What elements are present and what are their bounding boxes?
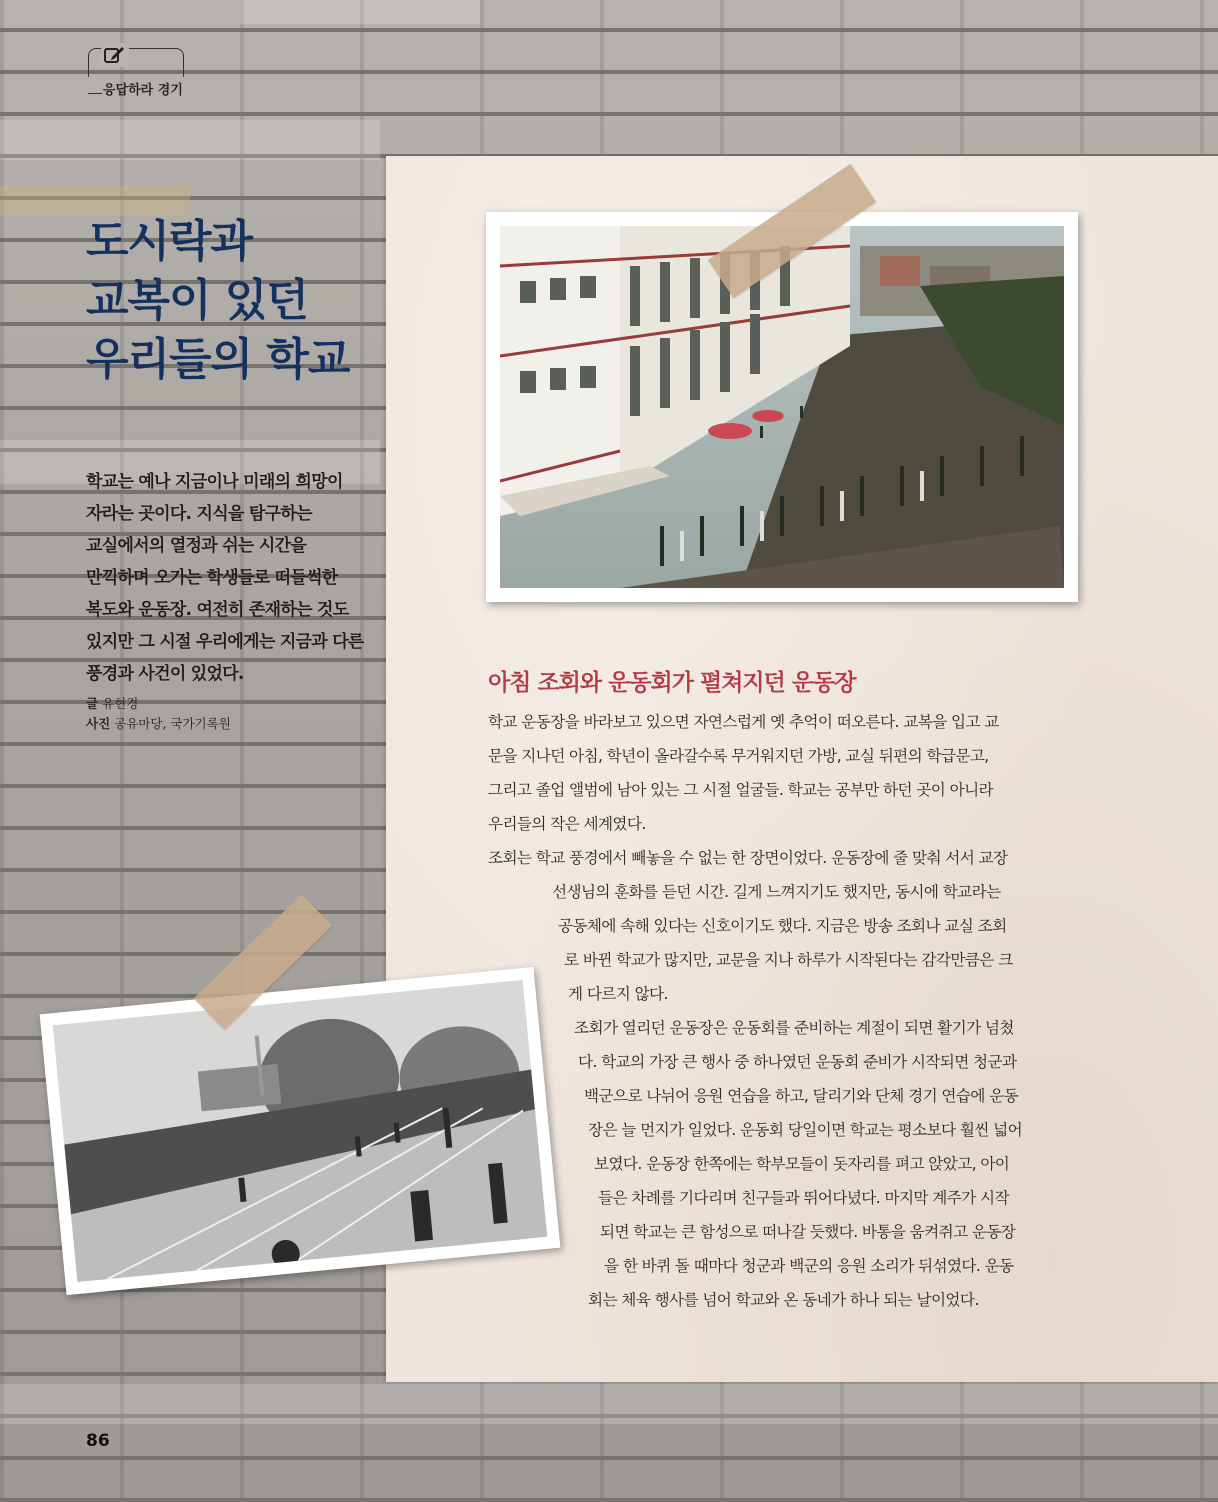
lead-line: 풍경과 사건이 있었다. [86, 664, 244, 684]
article-line: 백군으로 나뉘어 응원 연습을 하고, 달리기와 단체 경기 연습에 운동 [584, 1087, 1019, 1105]
school-assembly-photo [486, 212, 1078, 602]
lead-line: 있지만 그 시절 우리에게는 지금과 다른 [86, 632, 364, 652]
article-line: 을 한 바퀴 돌 때마다 청군과 백군의 응원 소리가 뒤섞였다. 운동 [604, 1257, 1014, 1275]
tag-baseline [88, 93, 102, 94]
writer-credit: 글 유현경 [86, 696, 139, 711]
photo-credit: 사진 공유마당, 국가기록원 [86, 716, 231, 731]
section-tag [88, 48, 184, 98]
lead-line: 학교는 예나 지금이나 미래의 희망이 [86, 472, 343, 492]
lead-line: 복도와 운동장. 여전히 존재하는 것도 [86, 600, 349, 620]
school-assembly-image [500, 226, 1064, 588]
article-line: 조회가 열리던 운동장은 운동회를 준비하는 계절이 되면 활기가 넘쳤 [574, 1019, 1014, 1037]
lead-line: 만끽하며 오가는 학생들로 떠들썩한 [86, 568, 338, 588]
lead-line: 자라는 곳이다. 지식을 탐구하는 [86, 504, 312, 524]
credits [86, 694, 231, 734]
page-number: 86 [86, 1431, 110, 1451]
title-line: 교복이 있던 [86, 275, 308, 326]
lead-paragraph [86, 466, 376, 690]
article-line: 선생님의 훈화를 듣던 시간. 길게 느껴지기도 했지만, 동시에 학교라는 [552, 883, 1001, 901]
article-line: 학교 운동장을 바라보고 있으면 자연스럽게 옛 추억이 떠오른다. 교복을 입고 교 [488, 713, 999, 731]
article-line: 문을 지나던 아침, 학년이 올라갈수록 무거워지던 가방, 교실 뒤편의 학급문고, [488, 747, 989, 765]
page-title [86, 212, 386, 389]
article-line: 되면 학교는 큰 함성으로 떠나갈 듯했다. 바통을 움켜쥐고 운동장 [600, 1223, 1016, 1241]
article-line: 공동체에 속해 있다는 신호이기도 했다. 지금은 방송 조회나 교실 조회 [558, 917, 1007, 935]
lead-line: 교실에서의 열정과 쉬는 시간을 [86, 536, 307, 556]
article-line: 장은 늘 먼지가 일었다. 운동회 당일이면 학교는 평소보다 훨씬 넓어 [588, 1121, 1023, 1139]
title-line: 도시락과 [86, 216, 253, 267]
article-line: 들은 차례를 기다리며 친구들과 뛰어다녔다. 마지막 계주가 시작 [598, 1189, 1009, 1207]
pen-icon [101, 43, 129, 67]
article-line: 다. 학교의 가장 큰 행사 중 하나였던 운동회 준비가 시작되면 청군과 [578, 1053, 1017, 1071]
title-line: 우리들의 학교 [86, 334, 350, 385]
article-line: 조회는 학교 풍경에서 빼놓을 수 없는 한 장면이었다. 운동장에 줄 맞춰 서서 교장 [488, 849, 1008, 867]
sports-day-image [53, 980, 548, 1282]
article-line: 회는 체육 행사를 넘어 학교와 온 동네가 하나 되는 날이었다. [588, 1291, 979, 1309]
section-tag-label: 응답하라 경기 [103, 83, 183, 98]
sports-day-photo [40, 967, 561, 1295]
article-line: 로 바뀐 학교가 많지만, 교문을 지나 하루가 시작된다는 감각만큼은 크 [564, 951, 1013, 969]
article-line: 게 다르지 않다. [568, 985, 668, 1003]
article-line: 그리고 졸업 앨범에 남아 있는 그 시절 얼굴들. 학교는 공부만 하던 곳이 아니라 [488, 781, 994, 799]
article-line: 보였다. 운동장 한쪽에는 학부모들이 돗자리를 펴고 앉았고, 아이 [594, 1155, 1010, 1173]
article-line: 우리들의 작은 세계였다. [488, 815, 646, 833]
article-heading: 아침 조회와 운동회가 펼쳐지던 운동장 [488, 670, 856, 696]
